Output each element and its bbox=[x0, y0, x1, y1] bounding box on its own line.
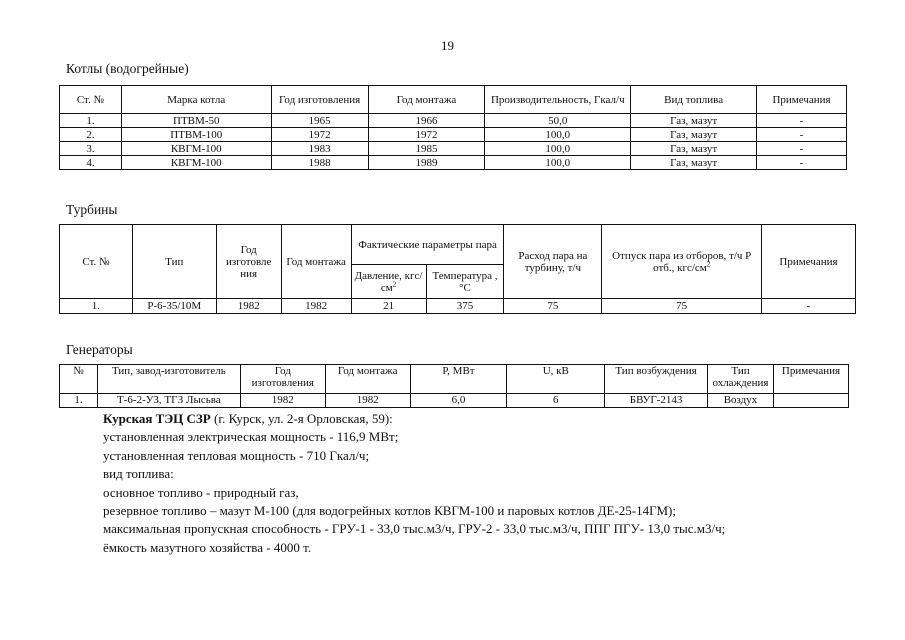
col-number: № bbox=[60, 365, 98, 394]
cell: 100,0 bbox=[485, 142, 631, 156]
cell: Газ, мазут bbox=[631, 114, 757, 128]
cell: - bbox=[762, 299, 856, 314]
col-cooling: Тип охлаждения bbox=[708, 365, 774, 394]
cell: 1983 bbox=[271, 142, 368, 156]
col-extraction-text: Отпуск пара из отборов, т/ч Р отб., кгс/см bbox=[612, 249, 752, 274]
cell: 1982 bbox=[325, 394, 410, 408]
cell: 6,0 bbox=[410, 394, 507, 408]
boilers-table bbox=[59, 85, 847, 170]
cell: КВГМ-100 bbox=[121, 156, 271, 170]
col-steam-flow: Расход пара на турбину, т/ч bbox=[504, 225, 602, 299]
col-boiler-brand: Марка котла bbox=[121, 86, 271, 114]
cell: 75 bbox=[602, 299, 762, 314]
table-row bbox=[60, 394, 849, 408]
plant-description bbox=[103, 410, 725, 557]
cell bbox=[773, 394, 848, 408]
col-power: Р, МВт bbox=[410, 365, 507, 394]
cell: 2. bbox=[60, 128, 122, 142]
boilers-header-row bbox=[60, 86, 847, 114]
col-steam-params: Фактические параметры пара bbox=[351, 225, 504, 265]
cell: 75 bbox=[504, 299, 602, 314]
plant-title-line bbox=[103, 410, 725, 428]
cell: 3. bbox=[60, 142, 122, 156]
cell: 1965 bbox=[271, 114, 368, 128]
plant-address: (г. Курск, ул. 2-я Орловская, 59): bbox=[210, 411, 393, 426]
cell: 21 bbox=[351, 299, 426, 314]
plant-line: вид топлива: bbox=[103, 466, 174, 482]
col-temperature: Температура , °С bbox=[426, 265, 504, 299]
cell: Т-6-2-УЗ, ТГЗ Лысьва bbox=[97, 394, 240, 408]
col-notes: Примечания bbox=[762, 225, 856, 299]
cell: - bbox=[757, 156, 847, 170]
cell: 6 bbox=[507, 394, 605, 408]
cell: 1. bbox=[60, 394, 98, 408]
generators-table bbox=[59, 364, 849, 408]
turbines-header-row bbox=[60, 225, 856, 265]
plant-name: Курская ТЭЦ СЗР bbox=[103, 411, 211, 426]
cell: 4. bbox=[60, 156, 122, 170]
col-excitation: Тип возбуждения bbox=[605, 365, 708, 394]
cell: 1982 bbox=[240, 394, 325, 408]
cell: 50,0 bbox=[485, 114, 631, 128]
table-row bbox=[60, 142, 847, 156]
cell: 1985 bbox=[368, 142, 485, 156]
cell: Газ, мазут bbox=[631, 142, 757, 156]
generators-heading: Генераторы bbox=[66, 342, 133, 357]
col-extraction-sup: 2 bbox=[706, 259, 711, 268]
cell: 1982 bbox=[281, 299, 351, 314]
col-year-mount: Год монтажа bbox=[368, 86, 485, 114]
cell: 1972 bbox=[368, 128, 485, 142]
cell: - bbox=[757, 114, 847, 128]
cell: 1989 bbox=[368, 156, 485, 170]
cell: 1. bbox=[60, 299, 133, 314]
col-pressure bbox=[351, 265, 426, 299]
plant-line: ёмкость мазутного хозяйства - 4000 т. bbox=[103, 539, 312, 555]
col-year-mount: Год монтажа bbox=[281, 225, 351, 299]
cell: ПТВМ-50 bbox=[121, 114, 271, 128]
col-notes: Примечания bbox=[773, 365, 848, 394]
cell: Газ, мазут bbox=[631, 156, 757, 170]
cell: Воздух bbox=[708, 394, 774, 408]
cell: ПТВМ-100 bbox=[121, 128, 271, 142]
table-row bbox=[60, 156, 847, 170]
cell: 1982 bbox=[216, 299, 281, 314]
col-fuel: Вид топлива bbox=[631, 86, 757, 114]
table-row bbox=[60, 128, 847, 142]
plant-line: установленная электрическая мощность - 116,9 МВт; bbox=[103, 429, 399, 445]
col-notes: Примечания bbox=[757, 86, 847, 114]
cell: 1988 bbox=[271, 156, 368, 170]
cell: Р-6-35/10М bbox=[132, 299, 216, 314]
boilers-heading: Котлы (водогрейные) bbox=[66, 61, 189, 76]
turbines-heading: Турбины bbox=[66, 202, 118, 217]
plant-line: резервное топливо – мазут М-100 (для водогрейных котлов КВГМ-100 и паровых котлов ДЕ-25-14ГМ); bbox=[103, 503, 676, 519]
col-year-made: Год изготовле ния bbox=[216, 225, 281, 299]
col-year-made: Год изготовления bbox=[271, 86, 368, 114]
col-year-made: Год изготовления bbox=[240, 365, 325, 394]
cell: 1972 bbox=[271, 128, 368, 142]
cell: - bbox=[757, 128, 847, 142]
table-row bbox=[60, 299, 856, 314]
col-pressure-text: Давление, кгс/см bbox=[354, 269, 423, 294]
col-pressure-sup: 2 bbox=[392, 279, 397, 288]
generators-header-row bbox=[60, 365, 849, 394]
col-capacity: Производительность, Гкал/ч bbox=[485, 86, 631, 114]
plant-line: максимальная пропускная способность - ГРУ-1 - 33,0 тыс.м3/ч, ГРУ-2 - 33,0 тыс.м3/ч, ППГ ПГУ- 13,0 тыс.м3/ч; bbox=[103, 521, 726, 537]
col-type-maker: Тип, завод-изготовитель bbox=[97, 365, 240, 394]
cell: БВУГ-2143 bbox=[605, 394, 708, 408]
cell: Газ, мазут bbox=[631, 128, 757, 142]
turbines-table bbox=[59, 224, 856, 314]
cell: КВГМ-100 bbox=[121, 142, 271, 156]
plant-line: установленная тепловая мощность - 710 Гкал/ч; bbox=[103, 447, 370, 463]
cell: 1. bbox=[60, 114, 122, 128]
page-number: 19 bbox=[441, 38, 454, 53]
col-st: Ст. № bbox=[60, 225, 133, 299]
col-year-mount: Год монтажа bbox=[325, 365, 410, 394]
cell: - bbox=[757, 142, 847, 156]
plant-line: основное топливо - природный газ, bbox=[103, 484, 299, 500]
col-st: Ст. № bbox=[60, 86, 122, 114]
col-extraction bbox=[602, 225, 762, 299]
table-row bbox=[60, 114, 847, 128]
cell: 1966 bbox=[368, 114, 485, 128]
cell: 100,0 bbox=[485, 128, 631, 142]
col-type: Тип bbox=[132, 225, 216, 299]
cell: 375 bbox=[426, 299, 504, 314]
col-voltage: U, кВ bbox=[507, 365, 605, 394]
cell: 100,0 bbox=[485, 156, 631, 170]
